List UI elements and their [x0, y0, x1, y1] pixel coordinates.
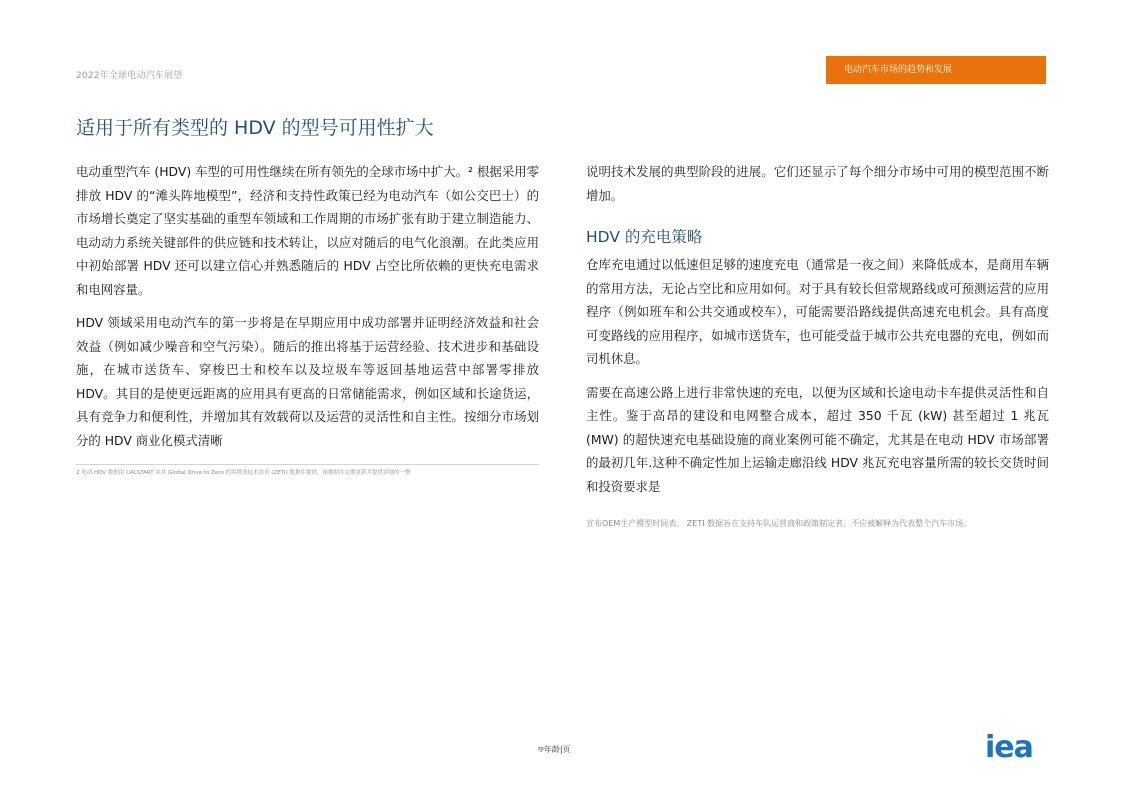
body-paragraph: 说明技术发展的典型阶段的进展。它们还显示了每个细分市场中可用的模型范围不断增加。 — [586, 164, 1049, 203]
section-tab: 电动汽车市场的趋势和发展 — [826, 56, 1046, 84]
iea-logo — [985, 731, 1047, 761]
source-note: 宣布OEM生产模型时间表。 ZETI 数据旨在支持车队运营商和政策制定者，不应被解释为代表整个汽车市场。 — [586, 519, 972, 528]
right-column — [586, 160, 1049, 529]
body-paragraph: 需要在高速公路上进行非常快速的充电，以便为区域和长途电动卡车提供灵活性和自主性。鉴于高昂的建设和电网整合成本，超过 350 千瓦 (kW) 甚至超过 1 兆瓦 (MW) 的超快速充电基础设施的商业案例可能不确定，尤其是在电动 HDV 市场部署的最初几年.这种不确定性加上运输走廊沿线 HDV 兆瓦充电容量所需的较长交货时间和投资要求是 — [586, 384, 1049, 494]
report-title: 2022年全球电动汽车展望 — [76, 71, 183, 81]
footnote: 2 电动 HDV 数据由 CALSTART 从其 Global Drive to Zero 的零排放技术清单 (ZETI) 数据库提供，该数据库定期更新并提供详细的一瞥 — [76, 470, 411, 476]
page-title: 适用于所有类型的 HDV 的型号可用性扩大 — [76, 117, 434, 139]
body-paragraph: 仓库充电通过以低速但足够的速度充电（通常是一夜之间）来降低成本，是商用车辆的常用方法，无论占空比和应用如何。对于具有较长但常规路线或可预测运营的应用程序（例如班车和公共交通或校车），可能需要沿路线提供高速充电机会。具有高度可变路线的应用程序，如城市送货车，也可能受益于城市公共充电器的充电，例如而司机休息。 — [586, 257, 1049, 366]
footnote-divider — [76, 464, 539, 465]
iea-logo-text: iea — [985, 731, 1033, 761]
body-paragraph: 电动重型汽车 (HDV) 车型的可用性继续在所有领先的全球市场中扩大。² 根据采用零排放 HDV 的“滩头阵地模型”，经济和支持性政策已经为电动汽车（如公交巴士）的市场增长奠定了坚实基础的重型车领域和工作周期的市场扩张有助于建立制造能力、电动动力系统关键部件的供应链和技术转让，以应对随后的电气化浪潮。在此类应用中初始部署 HDV 还可以建立信心并熟悉随后的 HDV 占空比所依赖的更快充电需求和电网容量。 — [76, 164, 539, 297]
page-number: ফ年龄|页 — [538, 745, 571, 754]
body-paragraph: HDV 领域采用电动汽车的第一步将是在早期应用中成功部署并证明经济效益和社会效益（例如减少噪音和空气污染）。随后的推出将基于运营经验、技术进步和基础设施，在城市送货车、穿梭巴士和校车以及垃圾车等返回基地运营中部署零排放 HDV。其目的是使更远距离的应用具有更高的日常储能需求，例如区域和长途货运，具有竞争力和便利性，并增加其有效载荷以及运营的灵活性和自主性。按细分市场划分的 HDV 商业化模式清晰 — [76, 315, 539, 448]
section-subheading: HDV 的充电策略 — [586, 228, 703, 246]
left-column — [76, 160, 539, 478]
